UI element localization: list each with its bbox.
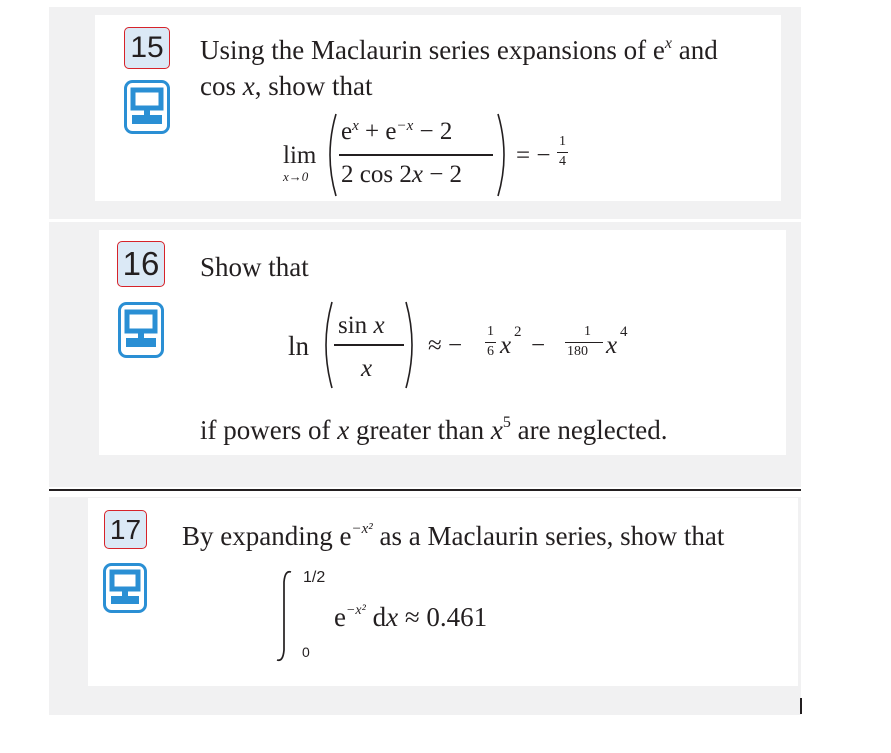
computer-icon[interactable] [118, 302, 164, 358]
text-run: − 2 [419, 118, 453, 145]
exercise-number-15: 15 [124, 27, 170, 69]
text-run: By expanding e [182, 521, 352, 551]
fraction-bar [334, 344, 404, 346]
text-run: d [372, 602, 387, 632]
edge-tick [800, 698, 802, 714]
rhs-frac-den: 4 [559, 154, 566, 169]
superscript: x [352, 118, 359, 134]
frac-2-num: 1 [584, 324, 591, 339]
approx-minus: ≈ − [428, 332, 463, 359]
exercise-number-16: 16 [117, 241, 165, 287]
variable: x [242, 71, 255, 101]
section-divider [49, 489, 801, 491]
rhs-frac-bar [557, 152, 568, 153]
computer-icon[interactable] [124, 80, 170, 134]
exercise-16-intro: Show that [200, 252, 309, 282]
frac-2-den: 180 [567, 344, 588, 359]
superscript: x [664, 35, 672, 52]
integral-sign [274, 568, 296, 664]
ln-word: ln [288, 331, 310, 361]
superscript: −x [396, 118, 414, 134]
frac-1-den: 6 [487, 344, 494, 359]
text-run: 2 cos 2 [341, 161, 412, 188]
exercise-number-17: 17 [104, 510, 147, 549]
lim-word: lim [283, 142, 317, 169]
denominator [341, 162, 462, 187]
text-run: , show that [254, 71, 373, 101]
text-run: e [341, 118, 353, 145]
superscript: 5 [502, 414, 511, 431]
lim-subscript: x→0 [283, 169, 309, 184]
text-run: − 2 [429, 161, 463, 188]
right-paren [494, 112, 514, 198]
exercise-15-line-1 [200, 36, 718, 64]
term-2-power: 4 [620, 324, 628, 340]
text-run: Using the Maclaurin series expansions of e [200, 35, 665, 65]
exercise-16-footer [200, 415, 668, 444]
variable: x [411, 161, 423, 188]
text-run: sin [338, 312, 368, 339]
frac-1-num: 1 [487, 324, 494, 339]
term-2-var: x [606, 332, 618, 359]
variable: x [386, 602, 399, 632]
rhs-frac-num: 1 [559, 134, 566, 149]
minus-sign: − [531, 332, 546, 359]
frac-1-bar [485, 342, 496, 343]
variable: x [490, 415, 503, 445]
text-run: e [334, 602, 346, 632]
text-run: are neglected. [517, 415, 668, 445]
numerator [341, 119, 452, 144]
result: ≈ 0.461 [404, 602, 488, 632]
upper-limit: 1/2 [303, 569, 326, 586]
left-paren [320, 112, 340, 198]
superscript: −x² [345, 603, 366, 618]
exercise-15-line-2 [200, 73, 372, 100]
term-1-power: 2 [514, 324, 522, 340]
left-paren [316, 300, 336, 390]
fraction-bar [339, 154, 493, 156]
text-run: as a Maclaurin series, show that [379, 521, 725, 551]
text-run: cos [200, 71, 236, 101]
numerator [338, 313, 385, 338]
term-1-var: x [500, 332, 512, 359]
computer-icon[interactable] [103, 563, 147, 613]
text-run: + e [365, 118, 397, 145]
integrand [334, 604, 487, 631]
text-run: greater than [355, 415, 485, 445]
denominator: x [361, 355, 373, 382]
lower-limit: 0 [302, 644, 310, 660]
exercise-17-line [182, 522, 724, 550]
equals-minus: = − [516, 142, 551, 169]
variable: x [337, 415, 350, 445]
variable: x [373, 312, 385, 339]
frac-2-bar [565, 342, 603, 343]
right-paren [402, 300, 422, 390]
superscript: −x² [351, 521, 373, 537]
text-run: if powers of [200, 415, 331, 445]
text-run: and [678, 35, 718, 65]
